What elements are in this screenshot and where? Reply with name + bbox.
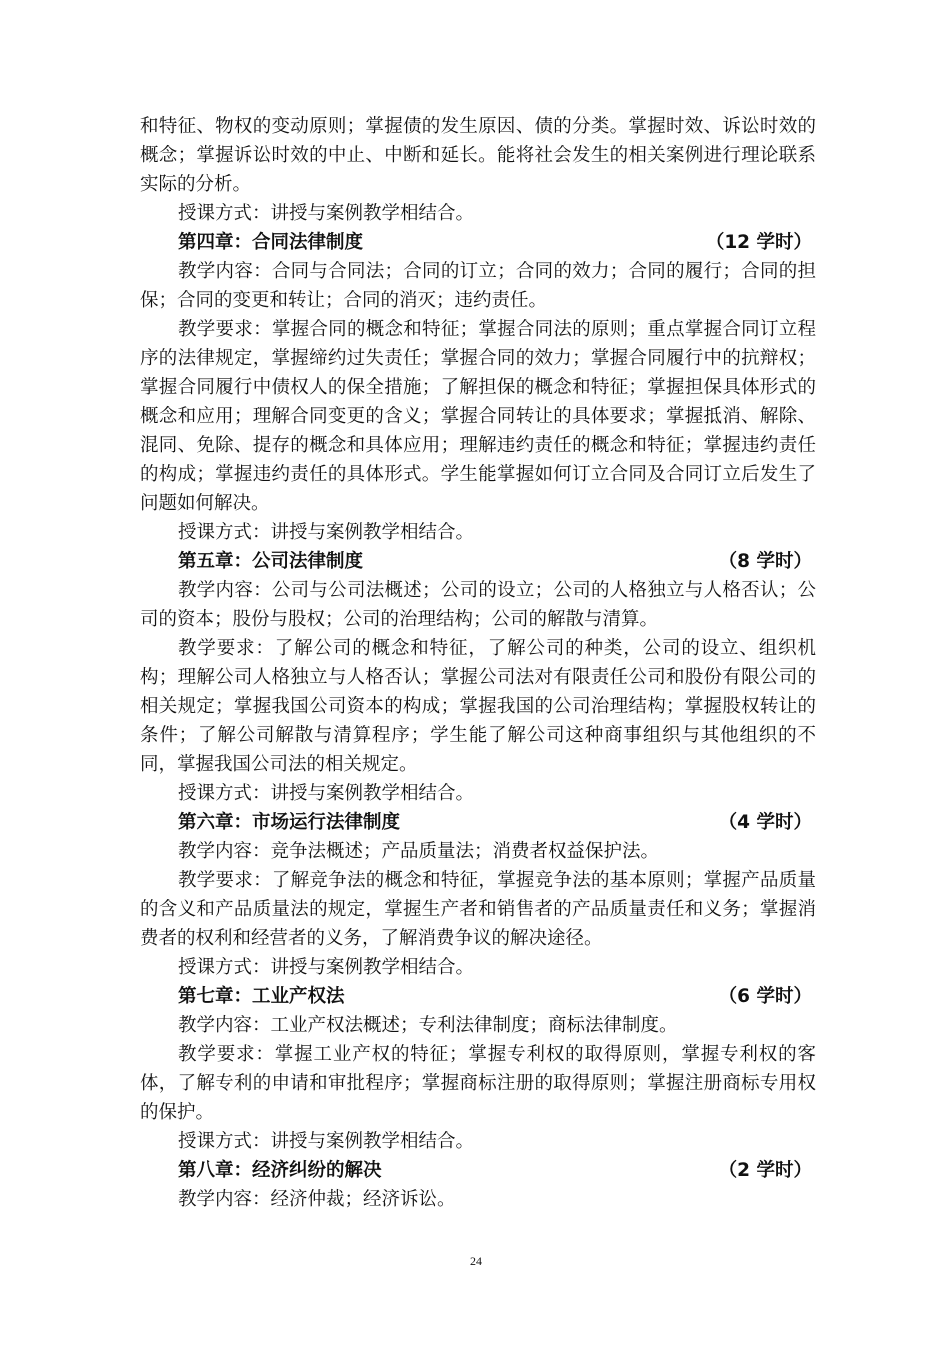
intro-teaching-method: 授课方式：讲授与案例教学相结合。: [178, 203, 475, 224]
chapter-title: 第八章：经济纠纷的解决: [178, 1160, 382, 1181]
chapter-requirement: 教学要求：了解竞争法的概念和特征，掌握竞争法的基本原则；掌握产品质量的含义和产品质量法的规定，掌握生产者和销售者的产品质量责任和义务；掌握消费者的权利和经营者的义务，了解消费争议的解决途径。: [140, 870, 816, 949]
chapter-title: 第五章：公司法律制度: [178, 551, 364, 572]
chapter-hours: （12 学时）: [705, 232, 812, 253]
chapter-teaching-method: 授课方式：讲授与案例教学相结合。: [178, 522, 475, 543]
chapter-hours: （2 学时）: [718, 1160, 812, 1181]
chapter-content: 教学内容：竞争法概述；产品质量法；消费者权益保护法。: [178, 841, 660, 862]
chapter-content: 教学内容：合同与合同法；合同的订立；合同的效力；合同的履行；合同的担保；合同的变更和转让；合同的消灭；违约责任。: [140, 261, 816, 311]
chapter-teaching-method: 授课方式：讲授与案例教学相结合。: [178, 783, 475, 804]
page-number: 24: [470, 1254, 482, 1268]
chapter-title: 第七章：工业产权法: [178, 986, 345, 1007]
chapter-heading: [140, 547, 816, 576]
chapter-heading: [140, 808, 816, 837]
chapter-teaching-method: 授课方式：讲授与案例教学相结合。: [178, 1131, 475, 1152]
chapter-content: 教学内容：公司与公司法概述；公司的设立；公司的人格独立与人格否认；公司的资本；股份与股权；公司的治理结构；公司的解散与清算。: [140, 580, 816, 630]
chapter-content: 教学内容：经济仲裁；经济诉讼。: [178, 1189, 456, 1210]
chapter-requirement: 教学要求：了解公司的概念和特征，了解公司的种类，公司的设立、组织机构；理解公司人格独立与人格否认；掌握公司法对有限责任公司和股份有限公司的相关规定；掌握我国公司资本的构成；掌握我国的公司治理结构；掌握股权转让的条件；了解公司解散与清算程序；学生能了解公司这种商事组织与其他组织的不同，掌握我国公司法的相关规定。: [140, 638, 816, 775]
chapter-heading: [140, 1156, 816, 1185]
chapter-requirement: 教学要求：掌握工业产权的特征；掌握专利权的取得原则，掌握专利权的客体，了解专利的申请和审批程序；掌握商标注册的取得原则；掌握注册商标专用权的保护。: [140, 1044, 816, 1123]
chapter-hours: （6 学时）: [718, 986, 812, 1007]
intro-paragraph: 和特征、物权的变动原则；掌握债的发生原因、债的分类。掌握时效、诉讼时效的概念；掌握诉讼时效的中止、中断和延长。能将社会发生的相关案例进行理论联系实际的分析。: [140, 116, 816, 195]
chapter-hours: （8 学时）: [718, 551, 812, 572]
chapter-teaching-method: 授课方式：讲授与案例教学相结合。: [178, 957, 475, 978]
chapter-heading: [140, 228, 816, 257]
chapter-requirement: 教学要求：掌握合同的概念和特征；掌握合同法的原则；重点掌握合同订立程序的法律规定，掌握缔约过失责任；掌握合同的效力；掌握合同履行中的抗辩权；掌握合同履行中债权人的保全措施；了解担保的概念和特征；掌握担保具体形式的概念和应用；理解合同变更的含义；掌握合同转让的具体要求；掌握抵消、解除、混同、免除、提存的概念和具体应用；理解违约责任的概念和特征；掌握违约责任的构成；掌握违约责任的具体形式。学生能掌握如何订立合同及合同订立后发生了问题如何解决。: [140, 319, 816, 514]
chapter-heading: [140, 982, 816, 1011]
chapter-title: 第六章：市场运行法律制度: [178, 812, 401, 833]
page-body: [140, 112, 816, 1214]
chapter-hours: （4 学时）: [718, 812, 812, 833]
chapter-title: 第四章：合同法律制度: [178, 232, 364, 253]
chapter-content: 教学内容：工业产权法概述；专利法律制度；商标法律制度。: [178, 1015, 678, 1036]
